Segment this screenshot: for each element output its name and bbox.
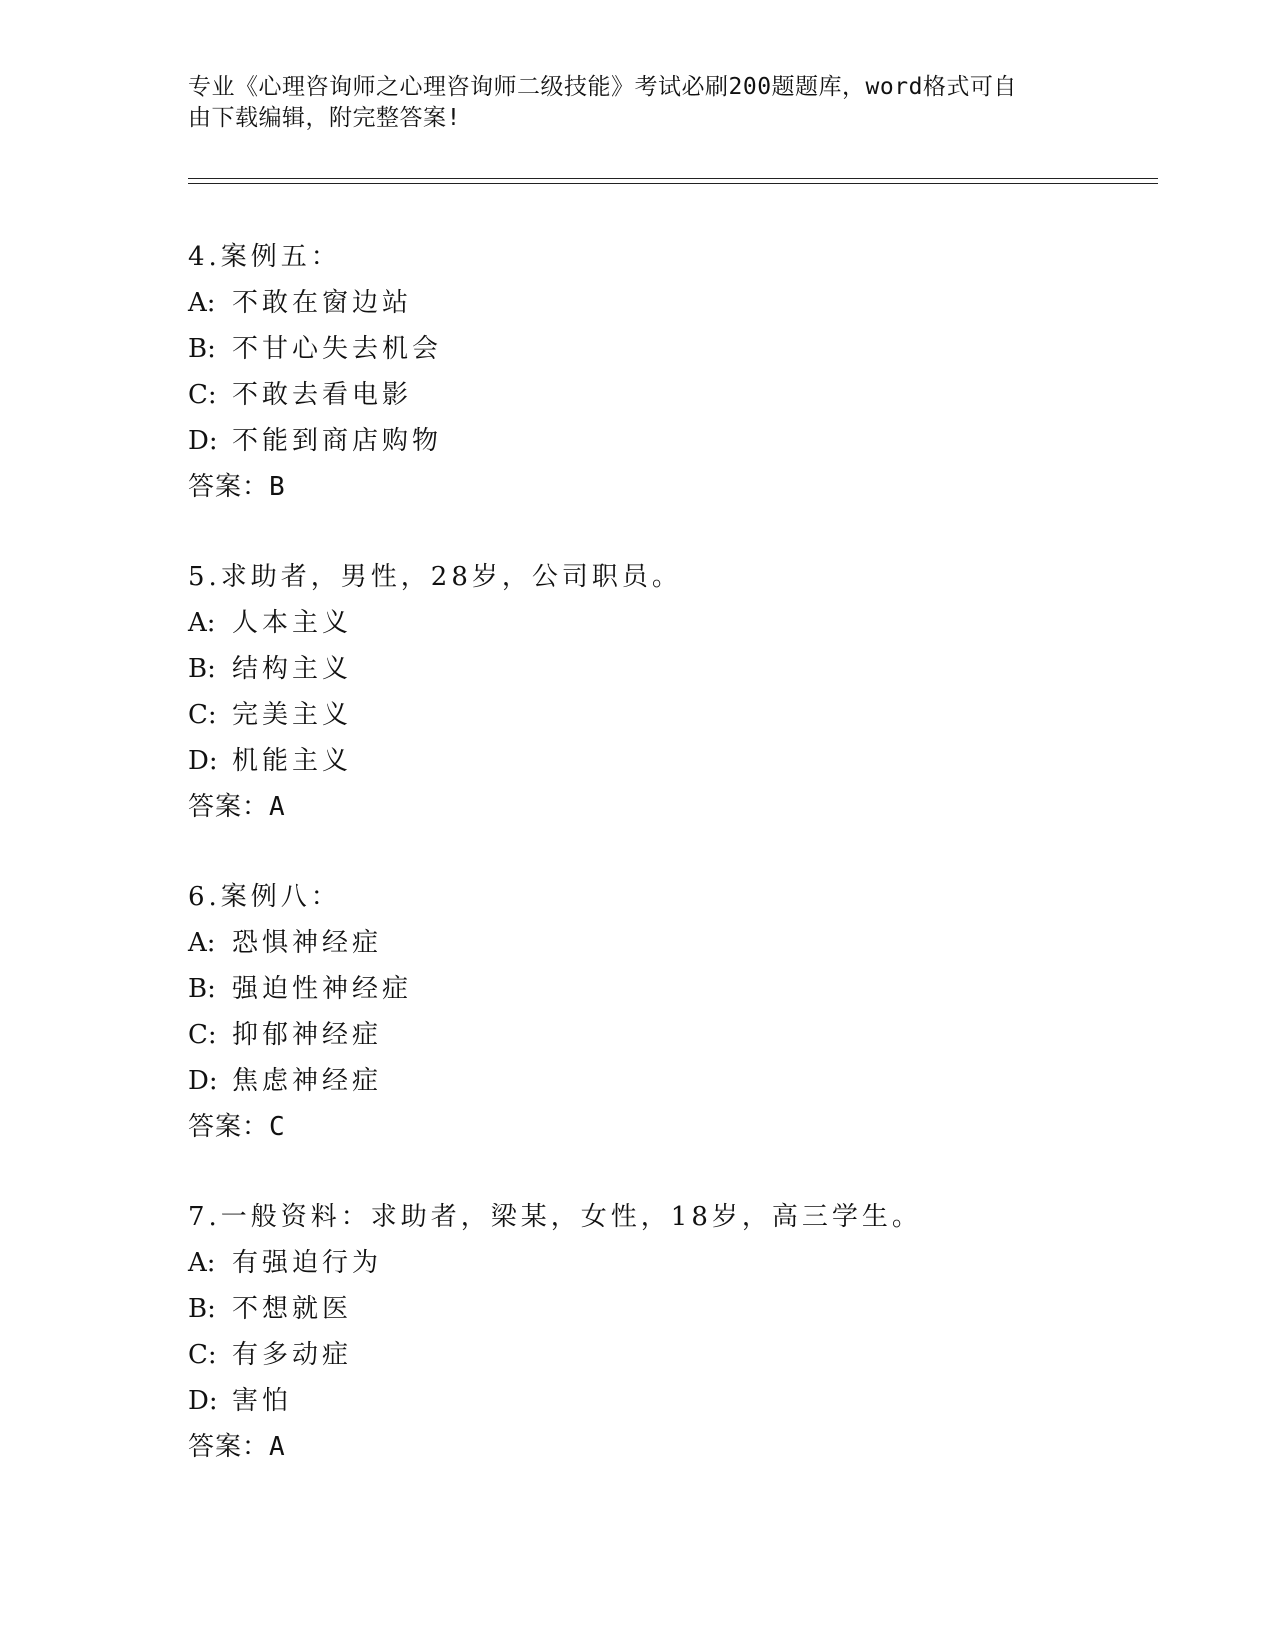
- header-line-1: 专业《心理咨询师之心理咨询师二级技能》考试必刷200题题库，word格式可自: [188, 74, 1017, 100]
- option-key: B:: [188, 654, 216, 684]
- option-text: 焦虑神经症: [232, 1066, 383, 1096]
- option-key: D:: [188, 746, 218, 776]
- option-b: [188, 966, 1148, 1012]
- answer-line: 答案：A: [188, 792, 286, 822]
- option-key: A:: [188, 288, 216, 318]
- option-text: 害怕: [232, 1386, 293, 1416]
- answer-line: 答案：A: [188, 1432, 286, 1462]
- option-a: [188, 600, 1148, 646]
- answer-line: 答案：B: [188, 472, 286, 502]
- question-stem: 5.求助者，男性，28岁，公司职员。: [188, 562, 682, 592]
- option-text: 不甘心失去机会: [232, 334, 443, 364]
- option-text: 不能到商店购物: [232, 426, 443, 456]
- option-b: [188, 326, 1148, 372]
- question-6: [188, 874, 1148, 1150]
- option-text: 有多动症: [232, 1340, 353, 1370]
- option-text: 有强迫行为: [232, 1248, 383, 1278]
- option-key: D:: [188, 1386, 218, 1416]
- option-d: [188, 738, 1148, 784]
- option-text: 强迫性神经症: [232, 974, 413, 1004]
- header-divider-bottom: [188, 183, 1158, 184]
- option-b: [188, 646, 1148, 692]
- option-d: [188, 1058, 1148, 1104]
- option-key: C:: [188, 380, 217, 410]
- option-text: 人本主义: [232, 608, 353, 638]
- option-c: [188, 692, 1148, 738]
- option-key: B:: [188, 974, 216, 1004]
- option-text: 结构主义: [232, 654, 353, 684]
- option-a: [188, 1240, 1148, 1286]
- option-key: A:: [188, 1248, 216, 1278]
- question-stem: 6.案例八：: [188, 882, 341, 912]
- question-7: [188, 1194, 1148, 1470]
- option-text: 抑郁神经症: [232, 1020, 383, 1050]
- option-text: 不敢去看电影: [232, 380, 413, 410]
- option-a: [188, 920, 1148, 966]
- option-key: B:: [188, 334, 216, 364]
- option-key: A:: [188, 608, 216, 638]
- option-key: D:: [188, 426, 218, 456]
- option-text: 不敢在窗边站: [232, 288, 413, 318]
- option-text: 恐惧神经症: [232, 928, 383, 958]
- option-b: [188, 1286, 1148, 1332]
- option-a: [188, 280, 1148, 326]
- option-key: D:: [188, 1066, 218, 1096]
- option-text: 机能主义: [232, 746, 353, 776]
- question-4: [188, 234, 1148, 510]
- option-key: C:: [188, 1340, 217, 1370]
- question-stem: 4.案例五：: [188, 242, 341, 272]
- answer-line: 答案：C: [188, 1112, 286, 1142]
- header-line-2: 由下载编辑，附完整答案!: [188, 105, 461, 131]
- option-key: B:: [188, 1294, 216, 1324]
- option-text: 不想就医: [232, 1294, 353, 1324]
- option-key: C:: [188, 1020, 217, 1050]
- option-c: [188, 1332, 1148, 1378]
- option-d: [188, 418, 1148, 464]
- option-c: [188, 372, 1148, 418]
- option-text: 完美主义: [232, 700, 353, 730]
- option-key: C:: [188, 700, 217, 730]
- document-header: [188, 72, 1068, 134]
- question-5: [188, 554, 1148, 830]
- header-divider-top: [188, 178, 1158, 179]
- option-key: A:: [188, 928, 216, 958]
- option-c: [188, 1012, 1148, 1058]
- question-stem: 7.一般资料：求助者，梁某，女性，18岁，高三学生。: [188, 1202, 922, 1232]
- option-d: [188, 1378, 1148, 1424]
